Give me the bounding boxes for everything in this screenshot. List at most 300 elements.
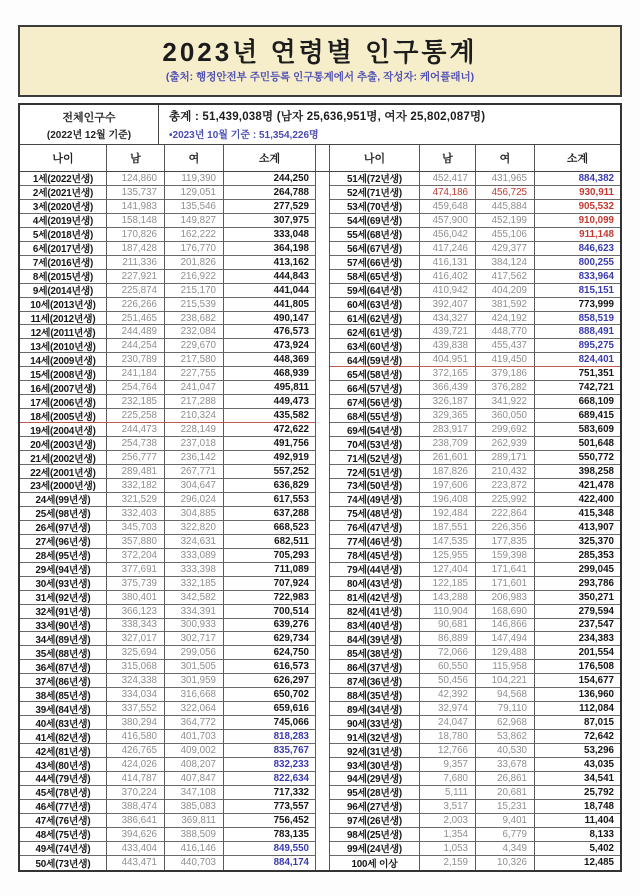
subtotal-cell: 237,547	[535, 619, 620, 633]
male-count-cell: 326,187	[420, 395, 476, 409]
subtotal-cell: 12,485	[584, 857, 614, 869]
subtotal-cell: 413,907	[535, 521, 620, 535]
subtotal-cell: 711,089	[224, 563, 316, 577]
female-count-cell: 456,725	[476, 186, 535, 200]
age-cell: 60세(63년생)	[330, 298, 420, 312]
age-cell: 83세(40년생)	[330, 619, 420, 633]
subtotal-cell: 413,162	[224, 256, 316, 270]
female-count-cell: 226,356	[476, 521, 535, 535]
col-header-male-left: 남	[107, 145, 165, 171]
subtotal-cell: 659,616	[224, 702, 316, 716]
male-count-cell: 433,404	[107, 842, 165, 856]
female-count-cell: 388,509	[165, 828, 224, 842]
table-row	[20, 451, 316, 465]
male-count-cell: 244,473	[107, 423, 165, 437]
page-subtitle: (출처: 행정안전부 주민등록 인구통계에서 추출, 작성자: 케어플래너)	[165, 71, 475, 84]
female-count-cell: 115,958	[476, 660, 535, 674]
female-count-cell: 216,922	[165, 270, 224, 284]
subtotal-cell: 448,369	[224, 353, 316, 367]
female-count-cell: 419,450	[476, 353, 535, 367]
subtotal-cell: 800,255	[535, 256, 620, 270]
age-cell: 20세(2003년생)	[20, 437, 107, 451]
age-cell: 59세(64년생)	[330, 284, 420, 298]
male-count-cell: 230,789	[107, 353, 165, 367]
female-count-cell: 237,018	[165, 437, 224, 451]
subtotal-cell: 689,415	[535, 409, 620, 423]
subtotal-cell: 72,642	[535, 730, 620, 744]
subtotal-cell: 8,133	[535, 828, 620, 842]
subtotal-cell: 756,452	[224, 814, 316, 828]
subtotal-cell: 835,767	[224, 744, 316, 758]
female-count-cell: 333,089	[165, 549, 224, 563]
table-row	[20, 716, 316, 730]
male-count-cell: 2,003	[420, 814, 476, 828]
table-row	[330, 200, 620, 214]
table-row	[330, 772, 620, 786]
age-cell: 10세(2013년생)	[20, 298, 107, 312]
subtotal-cell: 43,035	[535, 758, 620, 772]
subtotal-cell: 422,400	[535, 493, 620, 507]
age-cell: 55세(68년생)	[330, 228, 420, 242]
subtotal-cell: 617,553	[224, 493, 316, 507]
male-count-cell: 324,338	[107, 674, 165, 688]
male-count-cell: 1,053	[420, 842, 476, 856]
subtotal-cell: 616,573	[224, 660, 316, 674]
table-row	[330, 758, 620, 772]
female-count-cell: 322,064	[165, 702, 224, 716]
age-cell: 87세(36년생)	[330, 674, 420, 688]
male-count-cell: 416,580	[107, 730, 165, 744]
table-row	[20, 772, 316, 786]
male-count-cell: 366,439	[420, 381, 476, 395]
age-cell: 41세(82년생)	[20, 730, 107, 744]
female-count-cell: 228,149	[165, 423, 224, 437]
table-row	[20, 186, 316, 200]
age-cell: 66세(57년생)	[330, 381, 420, 395]
subtotal-cell: 849,550	[224, 842, 316, 856]
table-row	[330, 619, 620, 633]
table-row	[20, 312, 316, 326]
age-cell: 38세(85년생)	[20, 688, 107, 702]
subtotal-cell: 473,924	[224, 339, 316, 353]
subtotal-cell: 773,557	[224, 800, 316, 814]
female-count-cell: 222,864	[476, 507, 535, 521]
table-row	[330, 409, 620, 423]
female-count-cell: 364,772	[165, 716, 224, 730]
table-row	[330, 437, 620, 451]
age-cell: 15세(2008년생)	[20, 367, 107, 381]
male-count-cell: 196,408	[420, 493, 476, 507]
age-cell: 74세(49년생)	[330, 493, 420, 507]
age-cell: 50세(73년생)	[20, 856, 107, 870]
subtotal-cell: 583,609	[535, 423, 620, 437]
age-cell: 79세(44년생)	[330, 563, 420, 577]
subtotal-cell: 468,939	[224, 367, 316, 381]
subtotal-cell: 472,622	[224, 423, 316, 437]
male-count-cell: 424,026	[107, 758, 165, 772]
table-row	[330, 256, 620, 270]
male-count-cell: 225,874	[107, 284, 165, 298]
male-count-cell: 332,182	[107, 479, 165, 493]
table-row	[330, 381, 620, 395]
age-cell: 71세(52년생)	[330, 451, 420, 465]
male-count-cell: 261,601	[420, 451, 476, 465]
column-spacer	[316, 172, 330, 870]
male-count-cell: 18,780	[420, 730, 476, 744]
age-cell: 51세(72년생)	[330, 172, 420, 186]
age-cell: 39세(84년생)	[20, 702, 107, 716]
female-count-cell: 342,582	[165, 591, 224, 605]
column-header-row	[20, 145, 620, 172]
table-row	[20, 423, 316, 437]
table-row	[20, 619, 316, 633]
age-cell: 5세(2018년생)	[20, 228, 107, 242]
female-count-cell: 341,922	[476, 395, 535, 409]
table-row	[330, 172, 620, 186]
male-count-cell: 417,246	[420, 242, 476, 256]
male-count-cell: 244,254	[107, 339, 165, 353]
subtotal-cell: 895,275	[535, 339, 620, 353]
table-row	[330, 632, 620, 646]
table-row	[20, 521, 316, 535]
col-header-male-right: 남	[420, 145, 476, 171]
age-cell: 16세(2007년생)	[20, 381, 107, 395]
female-count-cell: 376,282	[476, 381, 535, 395]
table-row	[20, 758, 316, 772]
age-cell: 82세(41년생)	[330, 605, 420, 619]
table-row	[330, 353, 620, 367]
table-row	[20, 660, 316, 674]
subtotal-cell: 492,919	[224, 451, 316, 465]
age-cell: 57세(66년생)	[330, 256, 420, 270]
table-row	[20, 591, 316, 605]
as-of-october-text: •2023년 10월 기준 : 51,354,226명	[169, 130, 319, 141]
age-cell: 34세(89년생)	[20, 632, 107, 646]
table-row	[20, 325, 316, 339]
male-count-cell: 321,529	[107, 493, 165, 507]
age-cell: 73세(50년생)	[330, 479, 420, 493]
female-count-cell: 15,231	[476, 800, 535, 814]
subtotal-cell: 112,084	[535, 702, 620, 716]
subtotal-cell: 176,508	[535, 660, 620, 674]
subtotal-cell: 444,843	[224, 270, 316, 284]
table-row	[330, 605, 620, 619]
male-count-cell: 459,648	[420, 200, 476, 214]
female-count-cell: 33,678	[476, 758, 535, 772]
subtotal-cell: 773,999	[535, 298, 620, 312]
male-count-cell: 327,017	[107, 632, 165, 646]
subtotal-cell: 637,288	[224, 507, 316, 521]
female-count-cell: 401,703	[165, 730, 224, 744]
subtotal-cell: 350,271	[535, 591, 620, 605]
age-cell: 100세 이상	[330, 856, 420, 870]
female-count-cell: 215,539	[165, 298, 224, 312]
female-count-cell: 440,703	[165, 856, 224, 870]
age-cell: 30세(93년생)	[20, 577, 107, 591]
male-count-cell: 377,691	[107, 563, 165, 577]
female-count-cell: 300,933	[165, 619, 224, 633]
female-count-cell: 162,222	[165, 228, 224, 242]
table-row	[330, 646, 620, 660]
table-row	[330, 800, 620, 814]
female-count-cell: 4,349	[476, 842, 535, 856]
table-row	[20, 744, 316, 758]
subtotal-cell: 5,402	[535, 842, 620, 856]
subtotal-cell: 884,382	[535, 172, 620, 186]
subtotal-cell: 25,792	[535, 786, 620, 800]
table-row	[330, 325, 620, 339]
age-cell: 86세(37년생)	[330, 660, 420, 674]
male-count-cell: 366,123	[107, 605, 165, 619]
male-count-cell: 110,904	[420, 605, 476, 619]
male-count-cell: 416,131	[420, 256, 476, 270]
table-row	[20, 577, 316, 591]
subtotal-cell: 244,250	[224, 172, 316, 186]
table-row	[330, 423, 620, 437]
age-cell: 68세(55년생)	[330, 409, 420, 423]
age-cell: 23세(2000년생)	[20, 479, 107, 493]
male-count-cell: 410,942	[420, 284, 476, 298]
female-count-cell: 289,171	[476, 451, 535, 465]
female-count-cell: 238,682	[165, 312, 224, 326]
subtotal-cell: 307,975	[224, 214, 316, 228]
subtotal-cell: 818,283	[224, 730, 316, 744]
female-count-cell: 10,326	[476, 856, 535, 870]
female-count-cell: 227,755	[165, 367, 224, 381]
age-cell: 85세(38년생)	[330, 646, 420, 660]
female-count-cell: 301,505	[165, 660, 224, 674]
age-cell: 32세(91년생)	[20, 605, 107, 619]
subtotal-cell: 490,147	[224, 312, 316, 326]
subtotal-cell: 325,370	[535, 535, 620, 549]
age-cell: 58세(65년생)	[330, 270, 420, 284]
table-row	[20, 730, 316, 744]
male-count-cell: 125,955	[420, 549, 476, 563]
table-row	[20, 381, 316, 395]
male-count-cell: 135,737	[107, 186, 165, 200]
male-count-cell: 170,826	[107, 228, 165, 242]
male-count-cell: 232,185	[107, 395, 165, 409]
female-count-cell: 26,861	[476, 772, 535, 786]
age-cell: 46세(77년생)	[20, 800, 107, 814]
subtotal-cell: 910,099	[535, 214, 620, 228]
table-row	[20, 200, 316, 214]
age-cell: 84세(39년생)	[330, 632, 420, 646]
table-row	[20, 437, 316, 451]
subtotal-cell: 783,135	[224, 828, 316, 842]
male-count-cell: 439,721	[420, 325, 476, 339]
female-count-cell: 448,770	[476, 325, 535, 339]
subtotal-cell: 264,788	[224, 186, 316, 200]
subtotal-cell: 668,523	[224, 521, 316, 535]
female-count-cell: 206,983	[476, 591, 535, 605]
table-row	[20, 549, 316, 563]
male-count-cell: 386,641	[107, 814, 165, 828]
male-count-cell: 345,703	[107, 521, 165, 535]
female-count-cell: 347,108	[165, 786, 224, 800]
age-cell: 89세(34년생)	[330, 702, 420, 716]
table-row	[20, 828, 316, 842]
male-count-cell: 192,484	[420, 507, 476, 521]
column-spacer-header	[316, 145, 330, 171]
subtotal-cell: 888,491	[535, 325, 620, 339]
subtotal-cell: 629,734	[224, 632, 316, 646]
female-count-cell: 210,324	[165, 409, 224, 423]
col-header-subtotal-left: 소계	[224, 145, 316, 171]
male-count-cell: 357,880	[107, 535, 165, 549]
table-row	[330, 312, 620, 326]
total-population-value-cell	[159, 105, 620, 144]
male-count-cell: 147,535	[420, 535, 476, 549]
subtotal-cell: 682,511	[224, 535, 316, 549]
subtotal-cell: 154,677	[535, 674, 620, 688]
subtotal-cell: 201,554	[535, 646, 620, 660]
female-count-cell: 332,185	[165, 577, 224, 591]
age-cell: 75세(48년생)	[330, 507, 420, 521]
table-row	[20, 493, 316, 507]
table-row	[330, 786, 620, 800]
table-row	[330, 688, 620, 702]
subtotal-cell: 441,044	[224, 284, 316, 298]
age-cell: 97세(26년생)	[330, 814, 420, 828]
female-count-cell: 445,884	[476, 200, 535, 214]
table-row	[20, 228, 316, 242]
subtotal-cell: 668,109	[535, 395, 620, 409]
table-row	[330, 228, 620, 242]
female-count-cell: 241,047	[165, 381, 224, 395]
age-cell: 96세(27년생)	[330, 800, 420, 814]
age-cell: 93세(30년생)	[330, 758, 420, 772]
male-count-cell: 426,765	[107, 744, 165, 758]
female-count-cell: 455,437	[476, 339, 535, 353]
age-cell: 81세(42년생)	[330, 591, 420, 605]
age-cell: 11세(2012년생)	[20, 312, 107, 326]
male-count-cell: 24,047	[420, 716, 476, 730]
subtotal-cell: 53,296	[535, 744, 620, 758]
table-row	[330, 577, 620, 591]
table-row	[20, 605, 316, 619]
subtotal-cell: 639,276	[224, 619, 316, 633]
table-row	[20, 353, 316, 367]
left-age-table	[20, 172, 316, 870]
male-count-cell: 12,766	[420, 744, 476, 758]
female-count-cell: 416,146	[165, 842, 224, 856]
age-cell: 7세(2016년생)	[20, 256, 107, 270]
subtotal-cell: 705,293	[224, 549, 316, 563]
female-count-cell: 171,601	[476, 577, 535, 591]
male-count-cell: 32,974	[420, 702, 476, 716]
female-count-cell: 149,827	[165, 214, 224, 228]
subtotal-cell: 550,772	[535, 451, 620, 465]
female-count-cell: 225,992	[476, 493, 535, 507]
table-row	[330, 270, 620, 284]
male-count-cell: 127,404	[420, 563, 476, 577]
male-count-cell: 325,694	[107, 646, 165, 660]
subtotal-cell: 299,045	[535, 563, 620, 577]
table-row	[20, 786, 316, 800]
age-cell: 88세(35년생)	[330, 688, 420, 702]
subtotal-cell: 815,151	[535, 284, 620, 298]
subtotal-cell: 293,786	[535, 577, 620, 591]
age-cell: 19세(2004년생)	[20, 423, 107, 437]
table-row	[20, 465, 316, 479]
female-count-cell: 176,770	[165, 242, 224, 256]
female-count-cell: 299,056	[165, 646, 224, 660]
male-count-cell: 372,165	[420, 367, 476, 381]
age-cell: 25세(98년생)	[20, 507, 107, 521]
female-count-cell: 159,398	[476, 549, 535, 563]
subtotal-cell: 136,960	[535, 688, 620, 702]
table-body	[20, 172, 620, 870]
table-row	[330, 242, 620, 256]
male-count-cell: 394,626	[107, 828, 165, 842]
age-cell: 54세(69년생)	[330, 214, 420, 228]
male-count-cell: 380,401	[107, 591, 165, 605]
age-cell: 42세(81년생)	[20, 744, 107, 758]
table-row	[20, 535, 316, 549]
female-count-cell: 217,580	[165, 353, 224, 367]
age-cell: 90세(33년생)	[330, 716, 420, 730]
age-cell: 2세(2021년생)	[20, 186, 107, 200]
subtotal-cell: 707,924	[224, 577, 316, 591]
female-count-cell: 369,811	[165, 814, 224, 828]
male-count-cell: 7,680	[420, 772, 476, 786]
table-row	[330, 842, 620, 856]
table-row	[330, 730, 620, 744]
age-cell: 18세(2005년생)	[20, 409, 107, 423]
male-count-cell: 254,738	[107, 437, 165, 451]
col-header-age-left: 나이	[20, 145, 107, 171]
female-count-cell: 333,398	[165, 563, 224, 577]
male-count-cell: 414,787	[107, 772, 165, 786]
female-count-cell: 455,106	[476, 228, 535, 242]
col-header-age-right: 나이	[330, 145, 420, 171]
female-count-cell: 431,965	[476, 172, 535, 186]
age-cell: 72세(51년생)	[330, 465, 420, 479]
subtotal-cell: 824,401	[535, 353, 620, 367]
subtotal-cell: 624,750	[224, 646, 316, 660]
male-count-cell: 370,224	[107, 786, 165, 800]
male-count-cell: 289,481	[107, 465, 165, 479]
male-count-cell: 226,266	[107, 298, 165, 312]
female-count-cell: 381,592	[476, 298, 535, 312]
subtotal-cell: 905,532	[535, 200, 620, 214]
table-row	[330, 395, 620, 409]
subtotal-cell: 398,258	[535, 465, 620, 479]
base-date-label: (2022년 12월 기준)	[46, 129, 132, 141]
male-count-cell: 452,417	[420, 172, 476, 186]
table-row	[330, 549, 620, 563]
female-count-cell: 304,885	[165, 507, 224, 521]
male-count-cell: 404,951	[420, 353, 476, 367]
age-cell: 43세(80년생)	[20, 758, 107, 772]
subtotal-cell: 441,805	[224, 298, 316, 312]
female-count-cell: 168,690	[476, 605, 535, 619]
male-count-cell: 42,392	[420, 688, 476, 702]
subtotal-cell: 833,964	[535, 270, 620, 284]
male-count-cell: 60,550	[420, 660, 476, 674]
age-cell: 61세(62년생)	[330, 312, 420, 326]
table-row	[330, 716, 620, 730]
female-count-cell: 384,124	[476, 256, 535, 270]
table-row	[20, 563, 316, 577]
age-cell: 13세(2010년생)	[20, 339, 107, 353]
age-cell: 17세(2006년생)	[20, 395, 107, 409]
age-cell: 6세(2017년생)	[20, 242, 107, 256]
table-row	[330, 702, 620, 716]
female-count-cell: 360,050	[476, 409, 535, 423]
table-row	[20, 674, 316, 688]
